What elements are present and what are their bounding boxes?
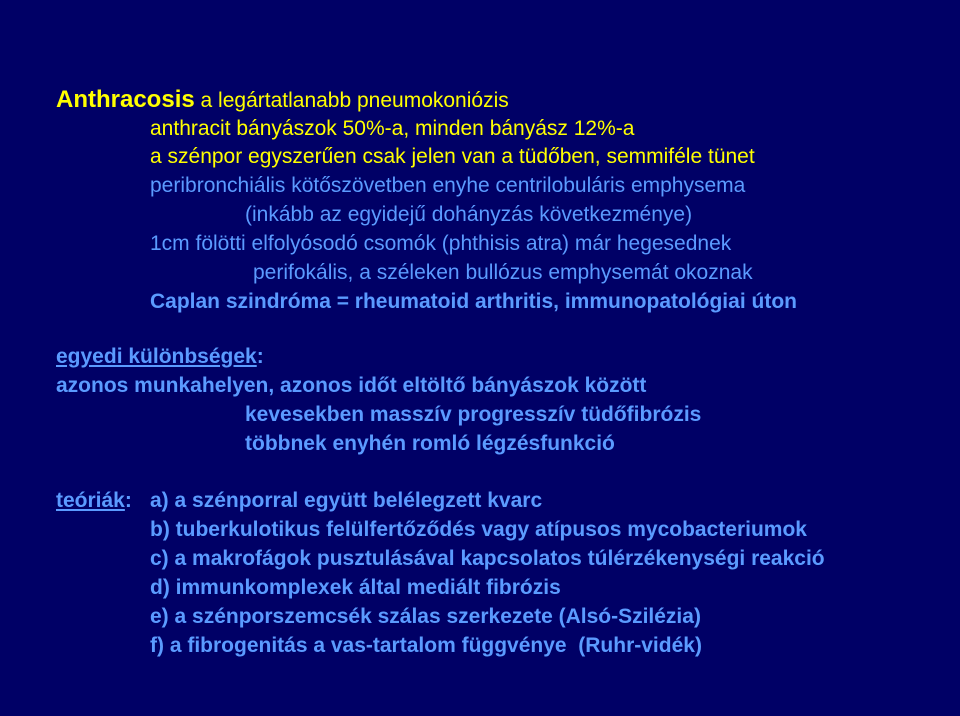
differences-heading-suffix: : xyxy=(256,345,264,368)
theory-item-c: c) a makrofágok pusztulásával kapcsolatos túlérzékenységi reakció xyxy=(150,547,825,570)
differences-heading-line xyxy=(56,344,264,370)
theory-item-b: b) tuberkulotikus felülfertőződés vagy atípusos mycobacteriumok xyxy=(150,518,807,541)
differences-line-2: kevesekben masszív progresszív tüdőfibrózis xyxy=(245,403,702,426)
theories-heading-suffix: : xyxy=(124,489,132,512)
theory-item-d: d) immunkomplexek által mediált fibrózis xyxy=(150,576,561,599)
differences-line-1: azonos munkahelyen, azonos időt eltöltő bányászok között xyxy=(56,374,647,397)
theories-heading-line xyxy=(56,488,132,514)
theory-item-e: e) a szénporszemcsék szálas szerkezete (Alsó-Szilézia) xyxy=(150,605,701,628)
intro-line-6: perifokális, a széleken bullózus emphysemát okoznak xyxy=(253,261,753,284)
intro-line-2: a szénpor egyszerűen csak jelen van a tüdőben, semmiféle tünet xyxy=(150,145,755,168)
caplan-line: Caplan szindróma = rheumatoid arthritis, immunopatológiai úton xyxy=(150,290,797,313)
intro-line-3: peribronchiális kötőszövetben enyhe centrilobuláris emphysema xyxy=(150,174,746,197)
theories-heading: teóriák xyxy=(56,489,125,512)
intro-line-1: anthracit bányászok 50%-a, minden bányász 12%-a xyxy=(150,117,635,140)
title-word: Anthracosis xyxy=(56,86,195,113)
title-line xyxy=(56,86,509,115)
differences-line-3: többnek enyhén romló légzésfunkció xyxy=(245,432,615,455)
intro-line-4: (inkább az egyidejű dohányzás következménye) xyxy=(245,203,693,226)
intro-line-5: 1cm fölötti elfolyósodó csomók (phthisis atra) már hegesednek xyxy=(150,232,732,255)
title-rest: a legártatlanabb pneumokoniózis xyxy=(194,89,509,112)
differences-heading: egyedi különbségek xyxy=(56,345,257,368)
theory-item-a: a) a szénporral együtt belélegzett kvarc xyxy=(150,489,543,512)
theory-item-f: f) a fibrogenitás a vas-tartalom függvénye (Ruhr-vidék) xyxy=(150,634,702,657)
